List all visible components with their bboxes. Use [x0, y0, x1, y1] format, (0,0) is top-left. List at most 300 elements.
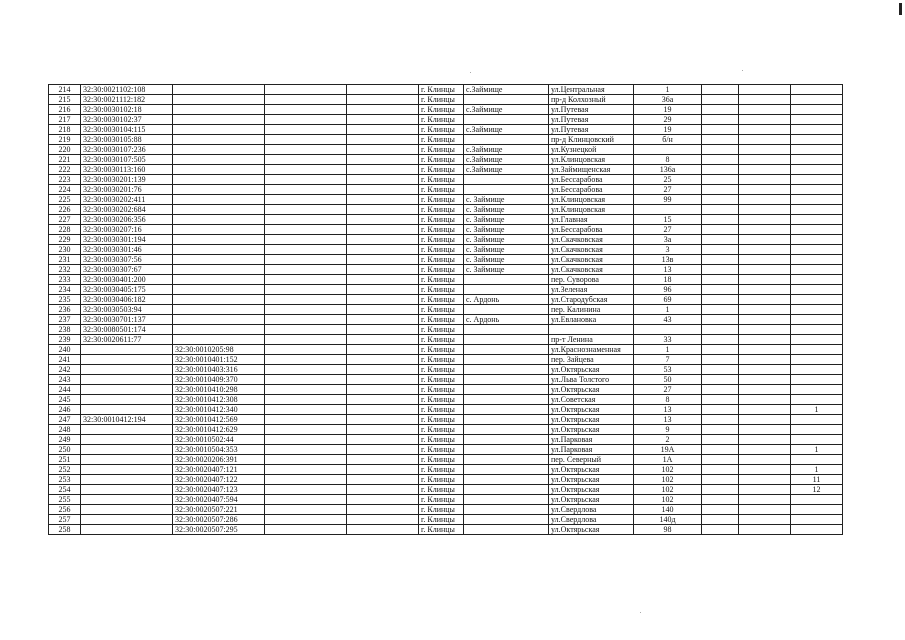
- extra-number-cell: [791, 455, 843, 465]
- row-number: 216: [49, 105, 81, 115]
- empty-cell: [265, 315, 347, 325]
- row-number: 236: [49, 305, 81, 315]
- empty-cell: [265, 175, 347, 185]
- empty-cell: [702, 395, 739, 405]
- city-cell: г. Клинцы: [419, 435, 464, 445]
- row-number: 224: [49, 185, 81, 195]
- register-table: [48, 84, 843, 535]
- village-cell: с.Займище: [464, 85, 549, 95]
- street-cell: ул.Зеленая: [549, 285, 634, 295]
- empty-cell: [265, 285, 347, 295]
- cadastral-number-old: 32:30:0030202:684: [81, 205, 173, 215]
- empty-cell: [265, 85, 347, 95]
- empty-cell: [347, 95, 419, 105]
- empty-cell: [265, 475, 347, 485]
- house-number-cell: [634, 325, 702, 335]
- cadastral-number-old: [81, 395, 173, 405]
- cadastral-number-old: 32:30:0030503:94: [81, 305, 173, 315]
- row-number: 246: [49, 405, 81, 415]
- house-number-cell: 15: [634, 215, 702, 225]
- street-cell: ул.Главная: [549, 215, 634, 225]
- empty-cell: [347, 135, 419, 145]
- street-cell: пер. Калинина: [549, 305, 634, 315]
- empty-cell: [739, 405, 791, 415]
- row-number: 221: [49, 155, 81, 165]
- extra-number-cell: [791, 345, 843, 355]
- empty-cell: [265, 375, 347, 385]
- cadastral-number-new: 32:30:0010410:298: [173, 385, 265, 395]
- village-cell: с.Займище: [464, 145, 549, 155]
- house-number-cell: 1: [634, 85, 702, 95]
- empty-cell: [265, 515, 347, 525]
- table-row: [49, 365, 843, 375]
- empty-cell: [739, 85, 791, 95]
- empty-cell: [702, 315, 739, 325]
- scan-speck: [640, 612, 641, 613]
- empty-cell: [347, 355, 419, 365]
- extra-number-cell: [791, 215, 843, 225]
- extra-number-cell: [791, 145, 843, 155]
- empty-cell: [739, 505, 791, 515]
- house-number-cell: 1: [634, 305, 702, 315]
- empty-cell: [702, 285, 739, 295]
- empty-cell: [347, 215, 419, 225]
- empty-cell: [739, 455, 791, 465]
- city-cell: г. Клинцы: [419, 355, 464, 365]
- cadastral-number-old: 32:30:0080501:174: [81, 325, 173, 335]
- street-cell: [549, 325, 634, 335]
- empty-cell: [265, 115, 347, 125]
- empty-cell: [347, 155, 419, 165]
- street-cell: пер. Суворова: [549, 275, 634, 285]
- house-number-cell: 2: [634, 435, 702, 445]
- village-cell: [464, 495, 549, 505]
- village-cell: [464, 305, 549, 315]
- row-number: 251: [49, 455, 81, 465]
- street-cell: ул.Краснознаменная: [549, 345, 634, 355]
- row-number: 226: [49, 205, 81, 215]
- empty-cell: [347, 525, 419, 535]
- cadastral-number-old: [81, 425, 173, 435]
- table-row: [49, 395, 843, 405]
- empty-cell: [265, 305, 347, 315]
- house-number-cell: 18: [634, 275, 702, 285]
- city-cell: г. Клинцы: [419, 175, 464, 185]
- city-cell: г. Клинцы: [419, 485, 464, 495]
- extra-number-cell: 1: [791, 445, 843, 455]
- empty-cell: [739, 495, 791, 505]
- city-cell: г. Клинцы: [419, 345, 464, 355]
- table-row: [49, 265, 843, 275]
- extra-number-cell: [791, 285, 843, 295]
- row-number: 244: [49, 385, 81, 395]
- extra-number-cell: [791, 95, 843, 105]
- city-cell: г. Клинцы: [419, 315, 464, 325]
- house-number-cell: 50: [634, 375, 702, 385]
- extra-number-cell: 12: [791, 485, 843, 495]
- village-cell: [464, 485, 549, 495]
- empty-cell: [739, 145, 791, 155]
- table-row: [49, 305, 843, 315]
- table-row: [49, 255, 843, 265]
- street-cell: ул.Льва Толстого: [549, 375, 634, 385]
- empty-cell: [702, 465, 739, 475]
- empty-cell: [739, 295, 791, 305]
- house-number-cell: 13: [634, 265, 702, 275]
- empty-cell: [265, 445, 347, 455]
- empty-cell: [347, 235, 419, 245]
- cadastral-number-new: [173, 235, 265, 245]
- house-number-cell: 140: [634, 505, 702, 515]
- street-cell: ул.Советская: [549, 395, 634, 405]
- extra-number-cell: [791, 255, 843, 265]
- village-cell: [464, 415, 549, 425]
- table-row: [49, 335, 843, 345]
- cadastral-number-old: 32:30:0030107:236: [81, 145, 173, 155]
- cadastral-number-new: 32:30:0010412:340: [173, 405, 265, 415]
- village-cell: [464, 505, 549, 515]
- empty-cell: [702, 385, 739, 395]
- table-row: [49, 385, 843, 395]
- empty-cell: [347, 205, 419, 215]
- empty-cell: [265, 245, 347, 255]
- empty-cell: [739, 265, 791, 275]
- row-number: 214: [49, 85, 81, 95]
- empty-cell: [702, 155, 739, 165]
- house-number-cell: 9: [634, 425, 702, 435]
- scan-edge-mark: [899, 3, 902, 15]
- extra-number-cell: [791, 315, 843, 325]
- house-number-cell: 102: [634, 465, 702, 475]
- empty-cell: [702, 365, 739, 375]
- extra-number-cell: [791, 515, 843, 525]
- empty-cell: [739, 345, 791, 355]
- cadastral-number-new: [173, 275, 265, 285]
- extra-number-cell: [791, 305, 843, 315]
- extra-number-cell: [791, 395, 843, 405]
- empty-cell: [739, 155, 791, 165]
- village-cell: с. Займище: [464, 195, 549, 205]
- village-cell: [464, 285, 549, 295]
- empty-cell: [702, 175, 739, 185]
- empty-cell: [739, 185, 791, 195]
- empty-cell: [347, 405, 419, 415]
- empty-cell: [739, 395, 791, 405]
- table-row: [49, 315, 843, 325]
- empty-cell: [702, 435, 739, 445]
- street-cell: ул.Октярьская: [549, 405, 634, 415]
- street-cell: ул.Октярьская: [549, 525, 634, 535]
- empty-cell: [347, 275, 419, 285]
- house-number-cell: 99: [634, 195, 702, 205]
- house-number-cell: 53: [634, 365, 702, 375]
- empty-cell: [739, 135, 791, 145]
- cadastral-number-new: [173, 185, 265, 195]
- table-row: [49, 425, 843, 435]
- cadastral-number-old: 32:30:0030102:18: [81, 105, 173, 115]
- street-cell: ул.Клинцовская: [549, 205, 634, 215]
- row-number: 225: [49, 195, 81, 205]
- cadastral-number-old: 32:30:0030307:56: [81, 255, 173, 265]
- empty-cell: [265, 125, 347, 135]
- cadastral-number-old: 32:30:0030301:194: [81, 235, 173, 245]
- house-number-cell: 8: [634, 155, 702, 165]
- cadastral-number-old: 32:30:0030206:356: [81, 215, 173, 225]
- house-number-cell: 33: [634, 335, 702, 345]
- table-row: [49, 165, 843, 175]
- city-cell: г. Клинцы: [419, 95, 464, 105]
- village-cell: [464, 335, 549, 345]
- cadastral-number-old: [81, 385, 173, 395]
- empty-cell: [702, 95, 739, 105]
- street-cell: ул.Центральная: [549, 85, 634, 95]
- village-cell: [464, 175, 549, 185]
- empty-cell: [739, 355, 791, 365]
- street-cell: ул.Путевая: [549, 105, 634, 115]
- street-cell: ул.Бессарабова: [549, 175, 634, 185]
- village-cell: [464, 95, 549, 105]
- extra-number-cell: [791, 175, 843, 185]
- row-number: 229: [49, 235, 81, 245]
- empty-cell: [739, 445, 791, 455]
- cadastral-number-old: [81, 435, 173, 445]
- cadastral-number-new: [173, 225, 265, 235]
- house-number-cell: 27: [634, 225, 702, 235]
- table-row: [49, 465, 843, 475]
- empty-cell: [265, 355, 347, 365]
- village-cell: [464, 355, 549, 365]
- empty-cell: [265, 395, 347, 405]
- cadastral-number-old: 32:30:0030405:175: [81, 285, 173, 295]
- extra-number-cell: [791, 165, 843, 175]
- extra-number-cell: [791, 155, 843, 165]
- scan-speck: [470, 72, 471, 73]
- table-row: [49, 225, 843, 235]
- cadastral-number-new: 32:30:0010502:44: [173, 435, 265, 445]
- house-number-cell: 25: [634, 175, 702, 185]
- cadastral-number-new: 32:30:0020507:221: [173, 505, 265, 515]
- empty-cell: [265, 265, 347, 275]
- village-cell: с.Займище: [464, 125, 549, 135]
- row-number: 215: [49, 95, 81, 105]
- row-number: 253: [49, 475, 81, 485]
- house-number-cell: 102: [634, 475, 702, 485]
- row-number: 227: [49, 215, 81, 225]
- city-cell: г. Клинцы: [419, 265, 464, 275]
- village-cell: [464, 455, 549, 465]
- house-number-cell: 98: [634, 525, 702, 535]
- village-cell: [464, 375, 549, 385]
- register-rows: [49, 85, 843, 535]
- empty-cell: [739, 105, 791, 115]
- village-cell: с. Займище: [464, 265, 549, 275]
- empty-cell: [702, 165, 739, 175]
- cadastral-number-old: 32:30:0030701:137: [81, 315, 173, 325]
- cadastral-number-old: 32:30:0021112:182: [81, 95, 173, 105]
- row-number: 235: [49, 295, 81, 305]
- cadastral-number-new: [173, 115, 265, 125]
- street-cell: ул.Путевая: [549, 115, 634, 125]
- empty-cell: [702, 255, 739, 265]
- table-row: [49, 345, 843, 355]
- table-row: [49, 505, 843, 515]
- street-cell: пр-т Ленина: [549, 335, 634, 345]
- city-cell: г. Клинцы: [419, 215, 464, 225]
- empty-cell: [347, 415, 419, 425]
- street-cell: пр-д Клинцовский: [549, 135, 634, 145]
- cadastral-number-old: [81, 355, 173, 365]
- street-cell: ул.Скачковская: [549, 265, 634, 275]
- empty-cell: [702, 135, 739, 145]
- house-number-cell: 3а: [634, 235, 702, 245]
- extra-number-cell: [791, 295, 843, 305]
- empty-cell: [347, 185, 419, 195]
- table-row: [49, 515, 843, 525]
- empty-cell: [702, 145, 739, 155]
- extra-number-cell: [791, 435, 843, 445]
- empty-cell: [702, 85, 739, 95]
- village-cell: [464, 325, 549, 335]
- cadastral-number-old: 32:30:0030202:411: [81, 195, 173, 205]
- table-row: [49, 445, 843, 455]
- street-cell: ул.Октярьская: [549, 385, 634, 395]
- row-number: 239: [49, 335, 81, 345]
- empty-cell: [347, 165, 419, 175]
- empty-cell: [347, 255, 419, 265]
- village-cell: [464, 185, 549, 195]
- street-cell: ул.Скачковская: [549, 245, 634, 255]
- empty-cell: [347, 505, 419, 515]
- empty-cell: [347, 245, 419, 255]
- extra-number-cell: [791, 115, 843, 125]
- street-cell: ул.Парковая: [549, 445, 634, 455]
- empty-cell: [265, 105, 347, 115]
- cadastral-number-old: 32:30:0030301:46: [81, 245, 173, 255]
- house-number-cell: 136а: [634, 165, 702, 175]
- house-number-cell: 102: [634, 485, 702, 495]
- city-cell: г. Клинцы: [419, 185, 464, 195]
- empty-cell: [702, 225, 739, 235]
- empty-cell: [739, 465, 791, 475]
- city-cell: г. Клинцы: [419, 335, 464, 345]
- empty-cell: [702, 405, 739, 415]
- table-row: [49, 95, 843, 105]
- street-cell: ул.Клинцовская: [549, 155, 634, 165]
- cadastral-number-new: 32:30:0020407:123: [173, 485, 265, 495]
- empty-cell: [702, 195, 739, 205]
- extra-number-cell: [791, 505, 843, 515]
- village-cell: [464, 275, 549, 285]
- village-cell: с.Займище: [464, 165, 549, 175]
- extra-number-cell: [791, 85, 843, 95]
- row-number: 245: [49, 395, 81, 405]
- table-row: [49, 235, 843, 245]
- empty-cell: [739, 515, 791, 525]
- city-cell: г. Клинцы: [419, 415, 464, 425]
- empty-cell: [347, 225, 419, 235]
- city-cell: г. Клинцы: [419, 405, 464, 415]
- empty-cell: [739, 485, 791, 495]
- empty-cell: [702, 105, 739, 115]
- street-cell: ул.Октярьская: [549, 475, 634, 485]
- row-number: 232: [49, 265, 81, 275]
- empty-cell: [347, 475, 419, 485]
- empty-cell: [702, 355, 739, 365]
- city-cell: г. Клинцы: [419, 385, 464, 395]
- empty-cell: [702, 305, 739, 315]
- cadastral-number-old: [81, 495, 173, 505]
- empty-cell: [739, 165, 791, 175]
- empty-cell: [739, 525, 791, 535]
- street-cell: ул.Займищенская: [549, 165, 634, 175]
- empty-cell: [265, 485, 347, 495]
- city-cell: г. Клинцы: [419, 425, 464, 435]
- street-cell: ул.Октярьская: [549, 415, 634, 425]
- city-cell: г. Клинцы: [419, 255, 464, 265]
- empty-cell: [739, 125, 791, 135]
- cadastral-number-new: [173, 325, 265, 335]
- table-row: [49, 115, 843, 125]
- table-row: [49, 215, 843, 225]
- street-cell: ул.Октярьская: [549, 485, 634, 495]
- empty-cell: [702, 475, 739, 485]
- cadastral-number-new: 32:30:0020407:121: [173, 465, 265, 475]
- village-cell: с.Займище: [464, 155, 549, 165]
- extra-number-cell: [791, 495, 843, 505]
- table-row: [49, 415, 843, 425]
- row-number: 218: [49, 125, 81, 135]
- empty-cell: [702, 115, 739, 125]
- village-cell: [464, 435, 549, 445]
- empty-cell: [702, 445, 739, 455]
- extra-number-cell: [791, 125, 843, 135]
- village-cell: с. Займище: [464, 245, 549, 255]
- empty-cell: [347, 285, 419, 295]
- cadastral-number-old: [81, 445, 173, 455]
- cadastral-number-old: 32:30:0020611:77: [81, 335, 173, 345]
- table-row: [49, 325, 843, 335]
- row-number: 250: [49, 445, 81, 455]
- empty-cell: [702, 265, 739, 275]
- empty-cell: [347, 425, 419, 435]
- empty-cell: [265, 405, 347, 415]
- cadastral-number-new: 32:30:0020507:295: [173, 525, 265, 535]
- house-number-cell: 69: [634, 295, 702, 305]
- table-row: [49, 375, 843, 385]
- empty-cell: [265, 205, 347, 215]
- house-number-cell: 43: [634, 315, 702, 325]
- empty-cell: [739, 385, 791, 395]
- cadastral-number-old: 32:30:0030201:76: [81, 185, 173, 195]
- cadastral-number-old: 32:30:0030107:505: [81, 155, 173, 165]
- city-cell: г. Клинцы: [419, 455, 464, 465]
- row-number: 256: [49, 505, 81, 515]
- cadastral-number-old: [81, 365, 173, 375]
- street-cell: ул.Октярьская: [549, 465, 634, 475]
- empty-cell: [739, 415, 791, 425]
- cadastral-number-new: 32:30:0010401:152: [173, 355, 265, 365]
- house-number-cell: 1: [634, 345, 702, 355]
- extra-number-cell: [791, 335, 843, 345]
- cadastral-number-new: [173, 285, 265, 295]
- street-cell: ул.Свердлова: [549, 505, 634, 515]
- empty-cell: [702, 185, 739, 195]
- empty-cell: [265, 275, 347, 285]
- street-cell: ул.Клинцовская: [549, 195, 634, 205]
- empty-cell: [702, 205, 739, 215]
- table-row: [49, 355, 843, 365]
- cadastral-number-old: [81, 455, 173, 465]
